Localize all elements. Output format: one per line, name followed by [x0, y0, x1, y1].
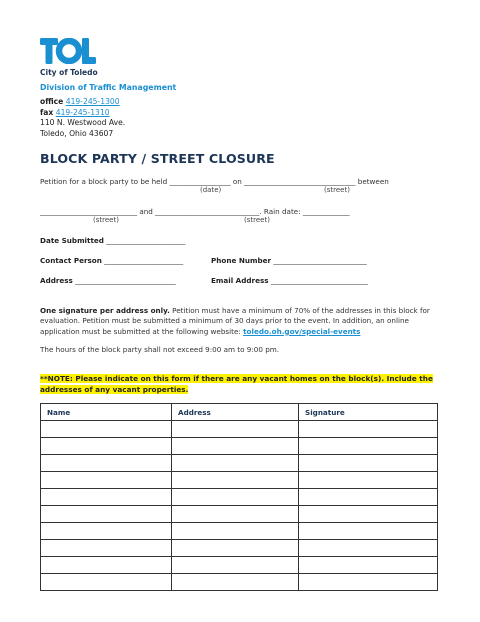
- special-events-link[interactable]: toledo.oh.gov/special-events: [243, 326, 361, 336]
- name-cell[interactable]: [41, 523, 172, 540]
- signature-cell[interactable]: [299, 574, 438, 591]
- contact-block: [40, 97, 125, 139]
- address-cell[interactable]: [172, 438, 299, 455]
- fax-line: [40, 108, 125, 119]
- signature-cell[interactable]: [299, 523, 438, 540]
- petition-line-2[interactable]: ___________________________ and _____________________________. Rain date: _____________: [40, 207, 350, 216]
- name-cell[interactable]: [41, 506, 172, 523]
- city-of-toledo-logo: [40, 38, 96, 68]
- instructions-paragraph: [40, 306, 440, 337]
- table-row: [41, 438, 438, 455]
- instructions-text: Petition must have a minimum of 70% of the addresses in this block for evaluation. Petition must be submitted a minimum of 30 days prior to the event. In addition, an online application must be submitted at the following website:: [40, 306, 430, 336]
- signature-cell[interactable]: [299, 455, 438, 472]
- address-cell[interactable]: [172, 455, 299, 472]
- name-cell[interactable]: [41, 489, 172, 506]
- address-cell[interactable]: [172, 421, 299, 438]
- street-caption-2: (street): [93, 216, 119, 224]
- name-cell[interactable]: [41, 574, 172, 591]
- fax-label: fax: [40, 107, 54, 117]
- table-header-row: [41, 404, 438, 421]
- signature-cell[interactable]: [299, 438, 438, 455]
- date-submitted-label: Date Submitted: [40, 236, 104, 245]
- signature-cell[interactable]: [299, 421, 438, 438]
- signature-table: [40, 403, 438, 591]
- phone-number-row: [211, 256, 367, 265]
- vacant-homes-note: [40, 373, 440, 395]
- address-row: [40, 276, 176, 285]
- phone-number-label: Phone Number: [211, 256, 272, 265]
- street-caption-1: (street): [324, 186, 350, 194]
- table-row: [41, 557, 438, 574]
- city-state-zip: Toledo, Ohio 43607: [40, 128, 114, 138]
- name-cell[interactable]: [41, 540, 172, 557]
- address-label: Address: [40, 276, 73, 285]
- division-name: Division of Traffic Management: [40, 83, 177, 92]
- address-field[interactable]: ____________________________: [75, 276, 176, 285]
- address-cell[interactable]: [172, 540, 299, 557]
- signature-cell[interactable]: [299, 557, 438, 574]
- tol-logo-mark: [40, 38, 96, 64]
- table-row: [41, 523, 438, 540]
- name-cell[interactable]: [41, 438, 172, 455]
- table-row: [41, 489, 438, 506]
- address-cell[interactable]: [172, 574, 299, 591]
- signature-cell[interactable]: [299, 472, 438, 489]
- table-row: [41, 540, 438, 557]
- address-cell[interactable]: [172, 472, 299, 489]
- name-cell[interactable]: [41, 421, 172, 438]
- email-field[interactable]: ___________________________: [270, 276, 368, 285]
- name-cell[interactable]: [41, 557, 172, 574]
- contact-person-row: [40, 256, 183, 265]
- table-row: [41, 455, 438, 472]
- contact-person-label: Contact Person: [40, 256, 102, 265]
- signature-cell[interactable]: [299, 506, 438, 523]
- date-submitted-row: [40, 236, 185, 245]
- address-cell[interactable]: [172, 489, 299, 506]
- column-header-name: Name: [41, 404, 172, 421]
- phone-number-field[interactable]: __________________________: [273, 256, 367, 265]
- column-header-signature: Signature: [299, 404, 438, 421]
- page-title: BLOCK PARTY / STREET CLOSURE: [40, 151, 275, 166]
- name-cell[interactable]: [41, 455, 172, 472]
- table-row: [41, 506, 438, 523]
- name-cell[interactable]: [41, 472, 172, 489]
- street-caption-3: (street): [244, 216, 270, 224]
- contact-person-field[interactable]: ______________________: [104, 256, 184, 265]
- signature-cell[interactable]: [299, 540, 438, 557]
- signature-rows: [41, 421, 438, 591]
- office-line: [40, 97, 125, 108]
- office-label: office: [40, 97, 64, 106]
- date-submitted-field[interactable]: ______________________: [106, 236, 186, 245]
- address-cell[interactable]: [172, 557, 299, 574]
- signature-cell[interactable]: [299, 489, 438, 506]
- email-row: [211, 276, 368, 285]
- office-phone-link[interactable]: 419-245-1300: [65, 97, 120, 106]
- email-label: Email Address: [211, 276, 269, 285]
- address-cell[interactable]: [172, 506, 299, 523]
- petition-line-1[interactable]: Petition for a block party to be held _________________ on _______________________________ between: [40, 177, 389, 186]
- table-row: [41, 574, 438, 591]
- hours-notice: The hours of the block party shall not exceed 9:00 am to 9:00 pm.: [40, 345, 280, 354]
- table-row: [41, 472, 438, 489]
- address-cell[interactable]: [172, 523, 299, 540]
- vacant-homes-note-text: **NOTE: Please indicate on this form if there are any vacant homes on the block(s). Include the addresses of any vacant properties.: [40, 374, 433, 394]
- date-caption: (date): [200, 186, 222, 194]
- table-row: [41, 421, 438, 438]
- logo-subtitle: City of Toledo: [40, 68, 98, 77]
- instructions-lead: One signature per address only.: [40, 306, 170, 315]
- column-header-address: Address: [172, 404, 299, 421]
- street-address: 110 N. Westwood Ave.: [40, 118, 126, 127]
- fax-phone-link[interactable]: 419-245-1310: [55, 107, 110, 117]
